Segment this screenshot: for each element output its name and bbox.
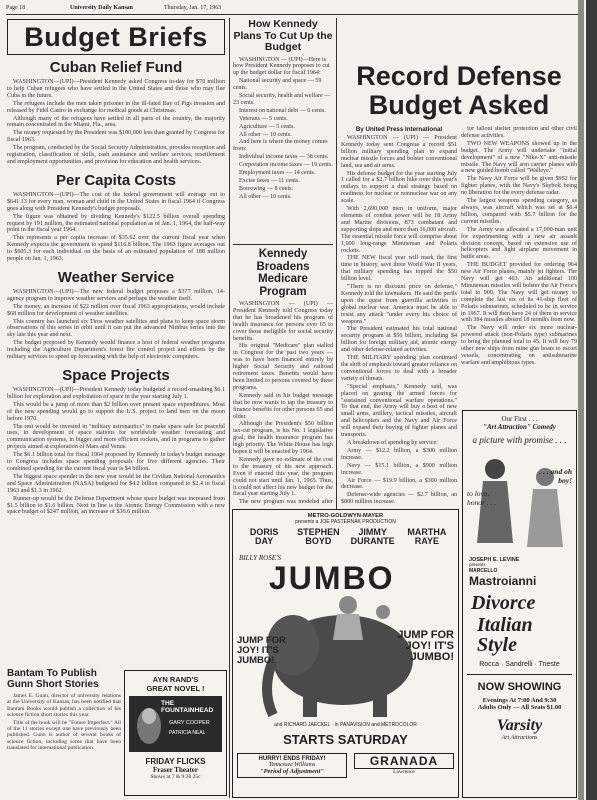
hurry: HURRY! ENDS FRIDAY! xyxy=(258,756,326,762)
defense-headline-block xyxy=(341,62,577,124)
paragraph: "Special emphasis," Kennedy said, was placed on gearing the armed forces for "sustained conventional warfare operations." To that end, the Army will buy a host of new small arms, artillery, tactical missiles, aircraft and helicopters and the Navy and Air Force will expand their buying of fighter planes and transports. xyxy=(341,383,457,439)
granada-sub: Lawrence xyxy=(393,769,415,775)
percapita-story xyxy=(7,192,225,263)
issue-date: Thursday, Jan. 17, 1963 xyxy=(164,5,222,11)
paragraph: With 2,690,000 men in uniform, major elements of combat power will be 18 Army and Marine divisions, 873 combatant and supporting ships and more than 16,000 aircraft. The essential missile force will comprise about 1,000 long-range Minuteman and Polaris rockets. xyxy=(341,206,457,254)
paragraph: Kennedy said in his budget message that he now wants to tap the treasury to finance benefits for other persons 65 and older. xyxy=(233,392,333,420)
paragraph: The program, conducted by the Social Security Administration, provides reception and registration, classification of skills, cash assistance and welfare services, resettlement and employment opportunities, and provision for education and health services. xyxy=(7,145,225,165)
paragraph: The biggest space spender in the new year would be the Civilian National Aeronautics and Space Administration (NASA) budgeted for $4.2 billion compared to $2.4 in fiscal 1963 and $1.3 in 1962. xyxy=(7,473,225,494)
defense-headline: Record Defense Budget Asked xyxy=(356,62,562,120)
budget-line: Excise taxes — 11 cents. xyxy=(239,178,300,184)
paragraph: The budget proposed by Kennedy would finance a host of federal weather programs including the Agriculture Department's forest fire control project and efforts by the military services to speed up forecasting with the help of electronic computers. xyxy=(7,340,225,361)
jumbo-art xyxy=(233,550,458,722)
paragraph: Although the President's $50 billion tax-cut program, is his No. 1 legislative goal, the health insurance program has high priority. The White House has high hopes it will be enacted by 1964. xyxy=(233,421,333,456)
star-name: Mastroianni xyxy=(469,574,537,588)
presents: presents a JOE PASTERNAK PRODUCTION xyxy=(295,519,396,525)
budget-line: All other — 10 cents. xyxy=(239,131,292,138)
studio: METRO-GOLDWYN-MAYER xyxy=(307,513,384,519)
paragraph: The largest weapons spending category, as always, was aircraft which was set at $6.4 billion, compared with $5.7 billion for the current missiles. xyxy=(461,198,577,225)
paragraph: The $6.1 billion total for fiscal 1964 proposed by Kennedy in today's budget message to Congress includes space spending proposals for five different agencies. Their combined spending for the current fiscal year is $4 billion. xyxy=(7,452,225,472)
paragraph: Navy — $15.1 billion, a $900 million increase. xyxy=(341,462,457,476)
paragraph: WASHINGTON—(UPI)—The new federal budget proposes a $377 million, 14-agency program to improve weather services and perhaps the weather itself. xyxy=(7,288,225,302)
film-still xyxy=(129,696,222,752)
cuban-story xyxy=(7,79,225,166)
showtimes: Shows at 7 & 9:30 25c xyxy=(150,774,201,780)
paragraph: The figure was obtained by dividing Kennedy's $122.5 billion overall spending request by 191 million, the estimated national population as of Jan. 1, 1964, the half-way point in the fiscal year 1964. xyxy=(7,213,225,234)
kennedy-plans-story xyxy=(233,19,333,241)
budget-line: Social security, health and welfare — 23 cents. xyxy=(233,93,331,106)
paragraph: WASHINGTON — (UPI) — President Kennedy today sent Congress a record $51 billion military spending plan to expand nuclear missile forces and bolster conventional land, sea and air arms. xyxy=(341,135,457,169)
credit-2: presents xyxy=(469,563,486,568)
billy-rose: BILLY ROSE'S xyxy=(239,554,281,562)
paragraph: THE MILITARY spending plan continued the shift of emphasis toward greater reliance on conventional forces to deal with a broader variety of threats. xyxy=(341,355,457,382)
ad-line1: AYN RAND'S xyxy=(152,675,199,684)
now-showing: NOW SHOWING xyxy=(477,681,562,693)
paragraph: The Navy will order six more nuclear-powered attack (non-Polaris type) submarines to bring the planned total to 45. It will buy 79 other new ships from mine gun boats to escort vessels, concentrating on antisubmarine warfare and amphibious types. xyxy=(461,325,577,366)
budget-line: Agriculture — 5 cents. xyxy=(239,123,295,130)
star-2: PATRICIA NEAL xyxy=(169,730,206,736)
paragraph: THE BUDGET provided for ordering 964 new Air Force planes, mainly jet fighters. The Navy will get 463. An additional 100 Minuteman missiles will bolster the Air Force's total to 900. The Navy will get money to complete the last six of its 41-ship fleet of Polaris submarines, scheduled to be in service in 1967. It will then have 24 of them in service with 384 missiles aboard 18 months from now. xyxy=(461,262,577,324)
percapita-headline: Per Capita Costs xyxy=(55,171,177,189)
weather-story xyxy=(7,289,225,361)
paragraph: The President estimated his total national security program at $56 billion, including $4 billion for foreign military aid, atomic energy and other defense-related activities. xyxy=(341,326,457,354)
paragraph: Runner-up would be the Defense Department whose space budget was increased from $1.5 billion to $1.6 billion. Next in line is the Atomic Energy Commission with a new space budget of $247 million, an increase of $36.6 million. xyxy=(7,495,225,516)
venue: Fraser Theater xyxy=(152,766,199,774)
medicare-headline: Kennedy Broadens Medicare Program xyxy=(256,248,310,298)
cast-4: MARTHA RAYE xyxy=(407,527,447,546)
varsity-sub: Art Attractions xyxy=(501,735,538,741)
credit-line: and RICHARD JAECKEL · In PANAVISION and METROCOLOR xyxy=(274,722,417,728)
budget-line: National security and space — 59 cents. xyxy=(233,78,322,92)
budget-line: Borrowing — 8 cents. xyxy=(239,185,294,192)
paragraph: The rest would be invested in "military astronautics" to make space safe for peaceful uses, in development of space stations for worldwide weather forecasting and communication systems, in bigger and more efficient rockets, and in programs to gather projects aimed at exploration of Mars and Venus. xyxy=(7,423,225,451)
our-first: Our First . . . xyxy=(501,415,538,423)
attraction: "Art Attraction" Comedy xyxy=(483,423,556,431)
cast-row xyxy=(237,528,454,546)
paragraph: James E. Gunn, director of university relations at the University of Kansas, has been notified that Bantam Books would publish a collection of his science fiction short stories this year. xyxy=(7,693,121,719)
tennessee: Tennessee Williams xyxy=(268,762,316,768)
star-1: GARY COOPER xyxy=(169,720,210,726)
budget-line: Veterans — 5 cents. xyxy=(239,115,288,122)
budget-briefs xyxy=(7,19,225,579)
jump-left: JUMP FOR JOY! IT'S JUMBO! xyxy=(237,635,286,666)
paragraph: Defense-wide agencies — $2.7 billion, an $800 million increase. xyxy=(341,492,457,504)
paper-name: University Daily Kansan xyxy=(70,5,134,11)
paragraph: WASHINGTON — (UPI) — President Kennedy told Congress today that he has broadened his program of health insurance for persons over 65 to cover those ineligible for social security benefits. xyxy=(233,301,333,342)
budget-line: All other — 10 cents. xyxy=(239,193,292,200)
paragraph: His original "Medicare" plan stalled in Congress for the past two years — was to have been financed entirely by higher Social Security and railroad retirement taxes. Benefits would have been limited to persons covered by these programs. xyxy=(233,343,333,391)
byline: By United Press International xyxy=(355,126,443,133)
paragraph: WASHINGTON—(UPI)—President Kennedy today budgeted a record-smashing $6.1 billion for exploration and exploitation of space in the year starting July 1. xyxy=(7,387,225,400)
bantam-headline: Bantam To Publish Gunn Short Stories xyxy=(7,668,99,690)
film-title-2: Italian Style xyxy=(477,614,533,656)
to-love: to love, honor . . . xyxy=(467,489,497,507)
film-title-1: Divorce xyxy=(471,592,536,614)
bantam-story xyxy=(7,668,121,796)
budget-line: Employment taxes — 14 cents. xyxy=(239,170,316,177)
and-oh-boy: . . . and oh boy! xyxy=(539,467,572,485)
cast-1: DORIS DAY xyxy=(249,527,279,546)
paragraph: The refugees include the men taken prisoner in the ill-fated Bay of Pigs invasion and released by Fidel Castro in exchange for medical goods at Christmas. xyxy=(7,100,225,114)
paragraph: The new program was modeled after xyxy=(239,499,333,506)
space-story xyxy=(7,387,225,516)
fountainhead-ad xyxy=(124,670,227,796)
divider xyxy=(467,674,572,675)
paragraph: Air Force — $19.9 billion, a $300 million decrease. xyxy=(341,477,457,491)
paragraph: Army — $12.2 billion, a $300 million increase. xyxy=(341,447,457,461)
paragraph: This represents a per capita increase of $35.62 over the current fiscal year when Kennedy expects the government to spend $116.8 billion. The 1963 figure averages out to $605.3 for each individual on the basis of an estimated population of 188 million people on Jan. 1, 1963. xyxy=(7,235,225,263)
film-title: THE FOUNTAINHEAD xyxy=(161,700,214,714)
plans-headline: How Kennedy Plans To Cut Up the Budget xyxy=(233,19,333,53)
ad-line2: GREAT NOVEL ! xyxy=(146,684,205,693)
divider xyxy=(233,244,333,245)
page-fold xyxy=(578,0,584,800)
paragraph: TWO NEW WEAPONS showed up in the budget. The Army will undertake "initial development" of a new "Nike-X" anti-missile missile. The Navy will arm carrier planes with a new guided bomb called "Walleye." xyxy=(461,140,577,175)
budget-line: Corporation income taxes — 19 cents. xyxy=(239,162,333,169)
paragraph: The money, an increase of $22 million over fiscal 1963 appropriations, would include $68 million for development of weather satellites. xyxy=(7,303,225,317)
cuban-headline: Cuban Relief Fund xyxy=(49,59,183,76)
jumbo-ad xyxy=(232,509,459,798)
paragraph: This would be a jump of more than $2 billion over present space expenditures. Most of the new spending would go to support the U.S. project to land men on the moon before 1970. xyxy=(7,401,225,422)
briefs-title: Budget Briefs xyxy=(24,21,208,52)
defense-story-col1 xyxy=(341,126,457,504)
granada-logo: GRANADA xyxy=(354,753,454,769)
divorce-italian-style-ad xyxy=(462,410,577,798)
paragraph: The Army was allocated a 17,000-man unit for experimenting with a new air assault division concept, based on extensive use of helicopters and light airplane movement in battle areas. xyxy=(461,226,577,261)
space-headline: Space Projects xyxy=(62,367,170,384)
cast: Rocca · Sandrelli · Trieste xyxy=(479,661,560,668)
picture-with-promise: a picture with promise . . . xyxy=(472,435,567,445)
paragraph: Title of the book will be "Future Imperfect." All of the 11 stories except one have previously been published. Gunn is author of several books of science fiction, including some that have been translated for international publication. xyxy=(7,719,121,752)
ends-friday-box xyxy=(237,753,347,778)
paragraph: THE NEW fiscal year will mark the first time in history, save three World War II years, that military spending has topped the $50 billion level. xyxy=(341,255,457,283)
credit-1: JOSEPH E. LEVINE xyxy=(469,557,520,563)
cast-3: JIMMY DURANTE xyxy=(350,527,395,546)
ad-art xyxy=(463,447,576,557)
adults-only: Adults Only — All Seats $1.00 xyxy=(477,704,562,711)
page-number: Page 18 xyxy=(6,5,26,11)
budget-line: Interest on national debt — 6 cents. xyxy=(239,107,326,114)
starts-saturday: STARTS SATURDAY xyxy=(283,732,408,747)
paragraph: WASHINGTON—(UPI)—President Kennedy asked Congress to-day for $70 million to help Cuban refugees who have settled in the United States and those who may flee Cuba in the future. xyxy=(7,79,225,99)
credit-3: MARCELLO xyxy=(469,568,498,574)
cast-2: STEPHEN BOYD xyxy=(297,527,340,546)
paragraph: for fallout shelter protection and other civil defense activities. xyxy=(461,126,577,139)
page-header xyxy=(6,4,578,15)
friday-flicks: FRIDAY FLICKS xyxy=(145,757,206,766)
evening-times: Evenings At 7:00 And 9:30 xyxy=(482,697,557,704)
defense-story-col2 xyxy=(461,126,577,400)
paragraph: This country has launched six Tiros weather satellites and plans to keep space storm observations of this series in orbit until it can put the advanced Nimbus series into the sky late this year and next. xyxy=(7,318,225,339)
paragraph: WASHINGTON — (UPI)—Here is how President Kennedy proposes to cut up the budget dollar for fiscal 1964: xyxy=(233,56,330,77)
column-rule xyxy=(229,18,230,798)
briefs-banner xyxy=(7,19,225,55)
paragraph: "There is no discount price on defense," Kennedy told the lawmakers. He said the perils upon the quest from guerrilla activities to global nuclear war. America must be able to resist any attack "under every his choice of weapons." xyxy=(341,284,457,325)
paragraph: WASHINGTON—(UPI)—The cost of the federal government will average out to $641.13 for every man, woman and child in the United States in fiscal 1964 if Congress goes along with President Kennedy's budget proposals. xyxy=(7,191,225,212)
budget-line: Individual income taxes — 38 cents. xyxy=(239,154,329,161)
adjacent-page-edge xyxy=(586,0,597,800)
granada-box xyxy=(354,753,454,778)
paragraph: The money requested by the President was $100,000 less than granted by Congress for fiscal 1963. xyxy=(7,130,225,144)
varsity-logo: Varsity xyxy=(496,717,543,734)
jumbo-title: JUMBO xyxy=(269,560,395,596)
jump-right: JUMP FOR JOY! IT'S JUMBO! xyxy=(397,629,454,663)
jumbo-footer xyxy=(237,753,454,778)
period-of-adjustment: "Period of Adjustment" xyxy=(259,768,325,775)
weather-headline: Weather Service xyxy=(57,268,175,286)
paragraph: His defense budget for the year starting July 1 called for a $2.7 billion hike over this year's outlays to support a dual strategy based on readiness for nuclear or nonnuclear war on any scale. xyxy=(341,170,457,205)
paragraph: Although many of the refugees have settled in all parts of the country, the majority remain concentrated in the Miami, Fla., area. xyxy=(7,115,225,129)
paragraph: A breakdown of spending by service: xyxy=(347,439,438,446)
medicare-story xyxy=(233,248,333,506)
budget-line: And here is where the money comes from: xyxy=(233,139,328,153)
paragraph: The Navy Air Force will be given $952 for fighter planes, with the Navy's Skybolt being no liberation for the every defense radar. xyxy=(461,176,577,197)
paragraph: Kennedy gave no estimate of the cost to the treasury of his new approach. Even if enacted this year, the program could not start until Jan. 1, 1965. Thus, it could not affect his new budget for the fiscal year starting July 1. xyxy=(233,456,333,498)
